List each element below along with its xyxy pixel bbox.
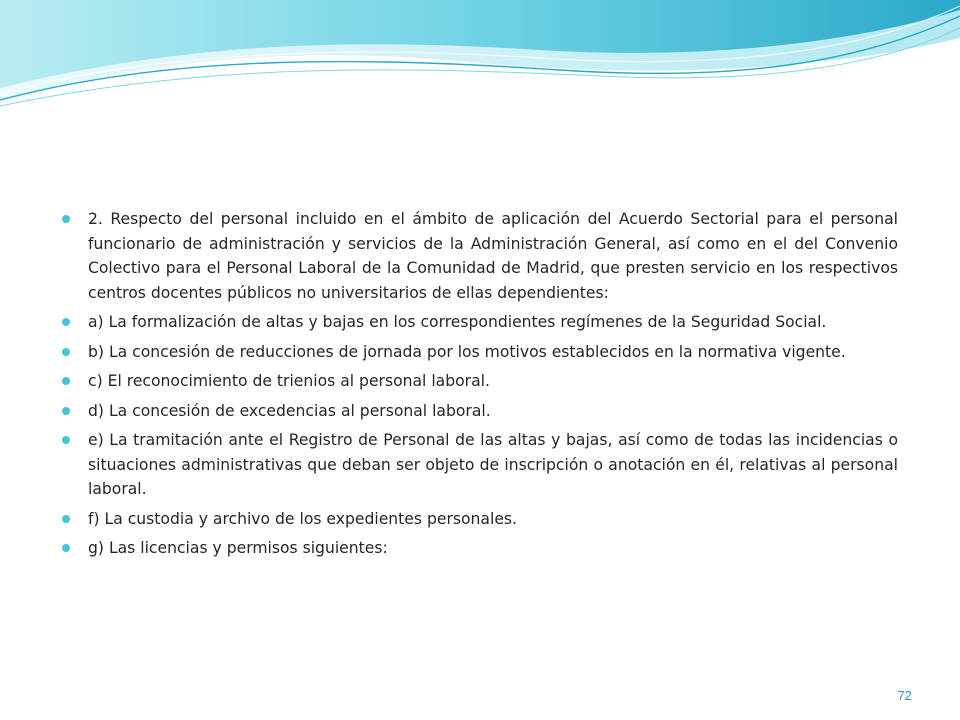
list-item xyxy=(62,369,898,394)
header-wave-decoration xyxy=(0,0,960,130)
bullet-text: f) La custodia y archivo de los expedientes personales. xyxy=(88,509,517,528)
bullet-text: a) La formalización de altas y bajas en los correspondientes regímenes de la Seguridad Social. xyxy=(88,313,827,331)
bullet-dot-icon xyxy=(62,436,70,444)
bullet-text: c) El reconocimiento de trienios al personal laboral. xyxy=(88,372,490,390)
bullet-dot-icon xyxy=(62,348,70,356)
bullet-text: e) La tramitación ante el Registro de Personal de las altas y bajas, así como de todas las incidencias o situaciones administrativas que deban ser objeto de inscripción o anotación en él, relativas al personal laboral. xyxy=(88,431,898,498)
slide-number: 72 xyxy=(897,688,912,703)
list-item xyxy=(62,536,898,561)
list-item xyxy=(62,310,898,335)
bullet-dot-icon xyxy=(62,515,70,523)
bullet-dot-icon xyxy=(62,318,70,326)
list-item xyxy=(62,399,898,424)
bullet-dot-icon xyxy=(62,407,70,415)
bullet-text: 2. Respecto del personal incluido en el ámbito de aplicación del Acuerdo Sectorial para el personal funcionario de administración y servicios de la Administración General, así como en el del Convenio Colectivo para el Personal Laboral de la Comunidad de Madrid, que presten servicio en los respectivos centros docentes públicos no universitarios de ellas dependientes: xyxy=(88,210,898,302)
bullet-dot-icon xyxy=(62,215,70,223)
list-item xyxy=(62,507,898,532)
bullet-text: d) La concesión de excedencias al personal laboral. xyxy=(88,401,491,420)
list-item xyxy=(62,207,898,305)
list-item xyxy=(62,340,898,365)
bullet-text: b) La concesión de reducciones de jornada por los motivos establecidos en la normativa vigente. xyxy=(88,342,846,361)
bullet-dot-icon xyxy=(62,544,70,552)
bullet-list xyxy=(62,207,898,561)
list-item xyxy=(62,428,898,502)
bullet-text: g) Las licencias y permisos siguientes: xyxy=(88,539,388,557)
content-area xyxy=(62,207,898,566)
bullet-dot-icon xyxy=(62,377,70,385)
